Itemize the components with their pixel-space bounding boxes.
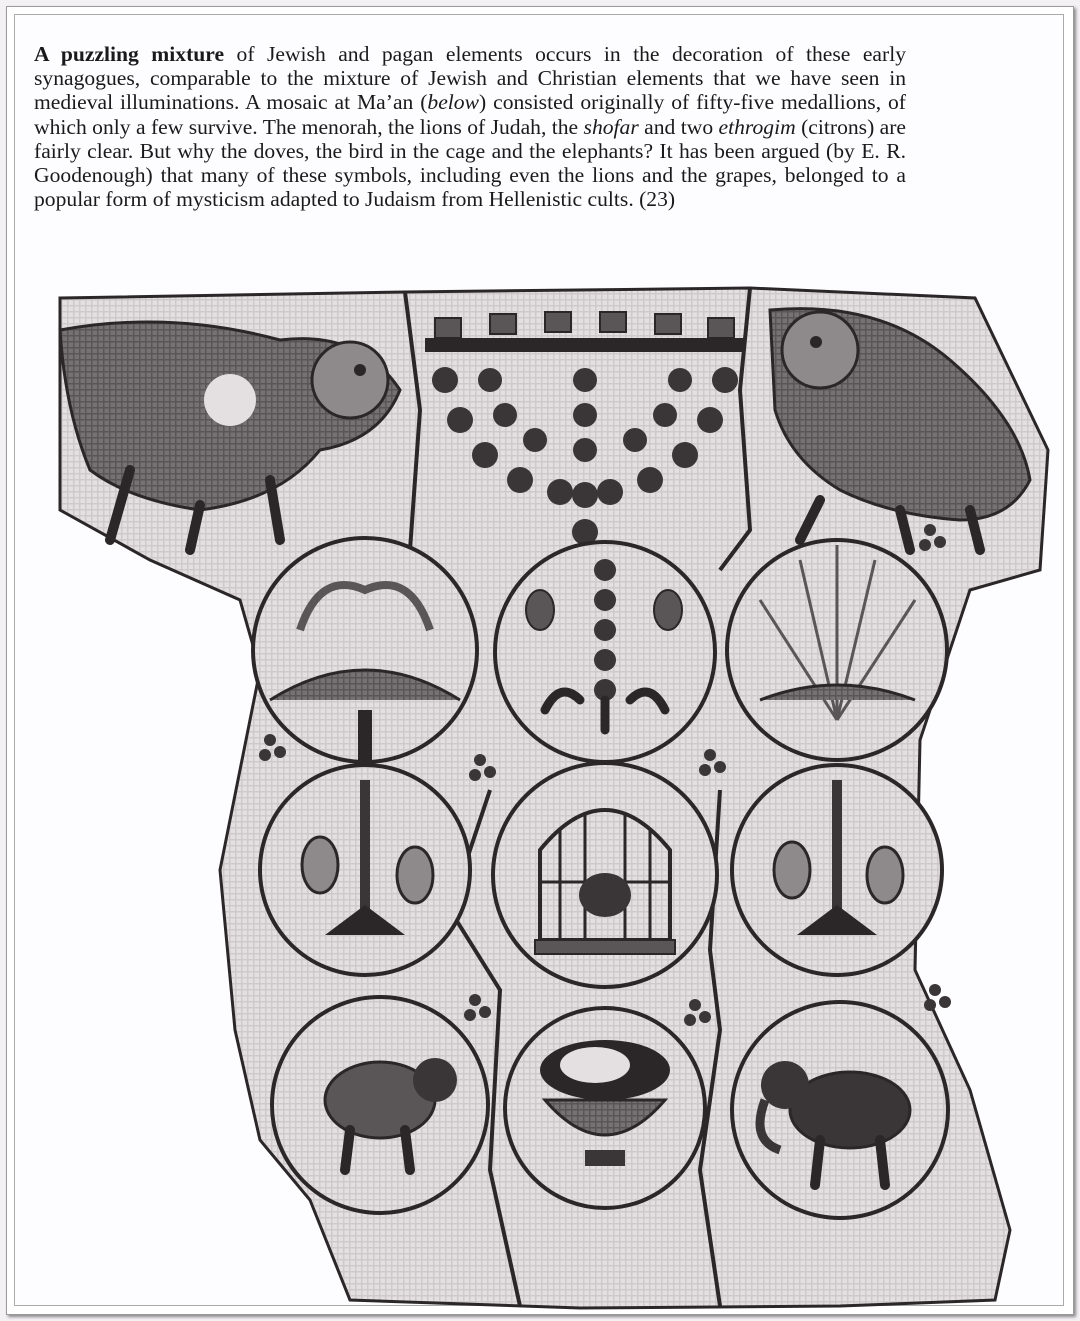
ethrogim-medallion [495,542,715,762]
caption-shofar: shofar [583,114,639,139]
bird-in-cage-medallion [493,763,717,987]
caption-below: below [427,90,480,115]
caption-seg4: (citrons) are fairly clear. But why the doves, the bird in the cage and the elephants? It has been argued (by E. R. Goodenough) that many of these symbols, including even the lions and the grapes, belonged to a popular form of mysticism adapted to Judaism from Hellenistic cults. (23) [34,114,907,212]
mosaic-photograph [20,270,1060,1310]
caption-seg1: of Jewish and pagan elements occurs in the decoration of these early synagogues, comparable to the mixture of Jewish and Christian elements that we have seen in medieval illuminations. A mosaic at Ma’an ( [34,42,906,115]
elephant-right-medallion [732,1002,948,1218]
shell-medallion [727,540,947,760]
doves-left-medallion [260,765,470,975]
caption-ethrogim: ethrogim [718,114,796,139]
bird-in-bowl-medallion [505,1008,705,1208]
elephant-left-medallion [272,997,488,1213]
caption-seg3: and two [638,114,719,139]
caption-text [34,42,906,211]
doves-right-medallion [732,765,942,975]
caption-seg2: ) consisted originally of fifty-five medallions, of which only a few survive. The menorah, the lions of Judah, the [34,90,907,139]
caption-lead: A puzzling mixture [34,42,225,66]
